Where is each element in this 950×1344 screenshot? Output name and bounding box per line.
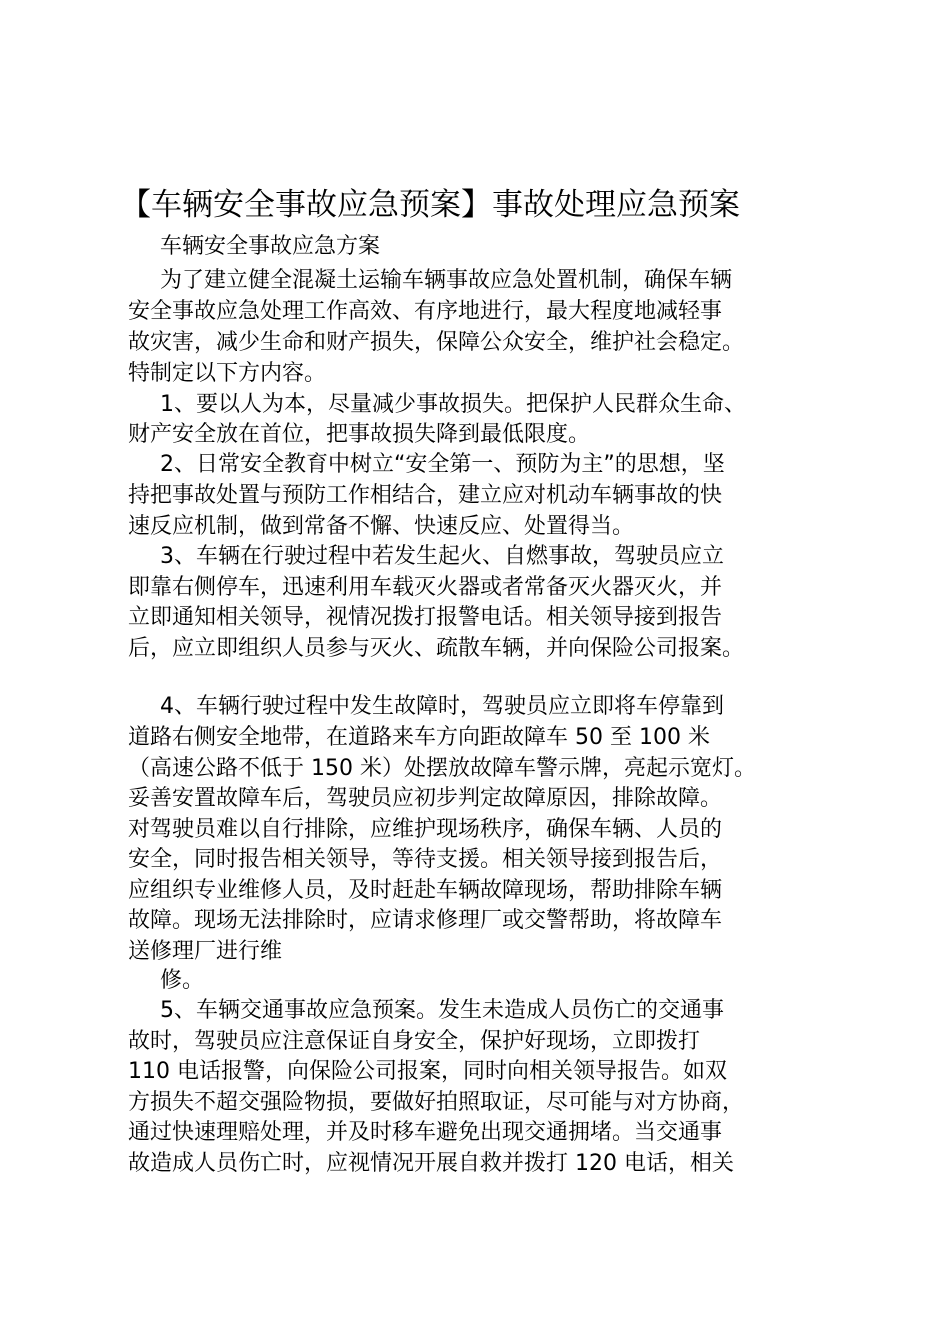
paragraph-line: 持把事故处置与预防工作相结合，建立应对机动车辆事故的快 [128,483,723,508]
paragraph-line: 5、车辆交通事故应急预案。发生未造成人员伤亡的交通事 [160,998,724,1023]
paragraph-line: 应组织专业维修人员，及时赶赴车辆故障现场，帮助排除车辆 [128,878,723,903]
paragraph-line: 送修理厂进行维 [128,939,283,964]
paragraph-line: 110 电话报警，向保险公司报案，同时向相关领导报告。如双 [128,1059,727,1084]
paragraph-line: 即靠右侧停车，迅速利用车载灭火器或者常备灭火器灭火，并 [128,575,723,600]
paragraph-line: 后，应立即组织人员参与灭火、疏散车辆，并向保险公司报案。 [128,636,745,661]
paragraph-line: 方损失不超交强险物损，要做好拍照取证，尽可能与对方协商， [128,1090,745,1115]
paragraph-line: 对驾驶员难以自行排除，应维护现场秩序，确保车辆、人员的 [128,817,723,842]
paragraph-line: 通过快速理赔处理，并及时移车避免出现交通拥堵。当交通事 [128,1120,723,1145]
paragraph-line: 故造成人员伤亡时，应视情况开展自救并拨打 120 电话，相关 [128,1151,734,1176]
paragraph-line: 速反应机制，做到常备不懈、快速反应、处置得当。 [128,514,635,539]
paragraph-line: 故时，驾驶员应注意保证自身安全，保护好现场，立即拨打 [128,1029,701,1054]
paragraph-line: 1、要以人为本，尽量减少事故损失。把保护人民群众生命、 [160,392,746,417]
paragraph-line: 道路右侧安全地带，在道路来车方向距故障车 50 至 100 米 [128,725,710,750]
paragraph-line: 财产安全放在首位，把事故损失降到最低限度。 [128,422,591,447]
paragraph-line: 故障。现场无法排除时，应请求修理厂或交警帮助，将故障车 [128,908,723,933]
paragraph-line: 4、车辆行驶过程中发生故障时，驾驶员应立即将车停靠到 [160,694,724,719]
paragraph-line: （高速公路不低于 150 米）处摆放故障车警示牌，亮起示宽灯。 [128,756,756,781]
document-title: 【车辆安全事故应急预案】事故处理应急预案 [120,187,740,223]
paragraph-line: 为了建立健全混凝土运输车辆事故应急处置机制，确保车辆 [160,268,733,293]
subtitle-line: 车辆安全事故应急方案 [160,234,381,259]
paragraph-line: 妥善安置故障车后，驾驶员应初步判定故障原因，排除故障。 [128,786,723,811]
paragraph-line: 安全，同时报告相关领导，等待支援。相关领导接到报告后， [128,847,723,872]
paragraph-line: 立即通知相关领导，视情况拨打报警电话。相关领导接到报告 [128,605,723,630]
paragraph-line: 故灾害，减少生命和财产损失，保障公众安全，维护社会稳定。 [128,330,745,355]
paragraph-line: 修。 [160,968,205,993]
paragraph-line: 安全事故应急处理工作高效、有序地进行，最大程度地减轻事 [128,299,723,324]
paragraph-line: 2、日常安全教育中树立“安全第一、预防为主”的思想，坚 [160,452,725,477]
paragraph-line: 3、车辆在行驶过程中若发生起火、自燃事故，驾驶员应立 [160,544,724,569]
paragraph-line: 特制定以下方内容。 [128,361,327,386]
